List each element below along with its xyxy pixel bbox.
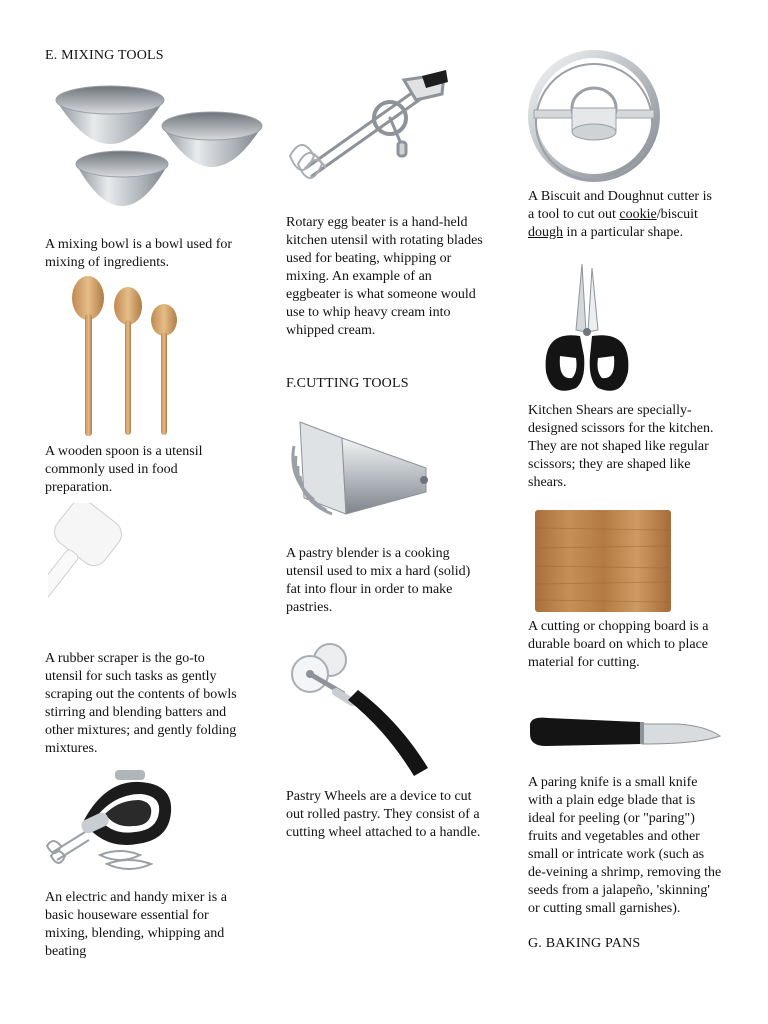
section-heading-baking: G. BAKING PANS [528,936,641,951]
caption-mixing-bowl: A mixing bowl is a bowl used for mixing of ingredients. [45,237,233,270]
mixer-body [79,770,171,845]
caption-cutting-board: A cutting or chopping board is a durable board on which to place material for cutting. [528,619,709,670]
dough-link[interactable]: dough [528,225,563,240]
paring-knife-image [528,712,723,752]
biscuit-text-3: in a particular shape. [563,225,684,240]
spoon-large [72,276,104,436]
cutting-board-image [533,508,673,614]
caption-electric-mixer: An electric and handy mixer is a basic houseware essential for mixing, blending, whipping and beating [45,890,227,959]
pastry-wheel-image [286,640,436,788]
caption-kitchen-shears: Kitchen Shears are specially-designed scissors for the kitchen. They are not shaped like regular scissors; they are shaped like shears. [528,403,714,490]
caption-egg-beater: Rotary egg beater is a hand-held kitchen utensil with rotating blades used for beating, whipping or mixing. An example of an eggbeater is what someone would use to whip heavy cream into whipped cream. [286,215,483,338]
bowl-front [76,151,168,206]
bowl-back [56,86,164,144]
egg-beater-image [286,60,456,195]
caption-rubber-scraper: A rubber scraper is the go-to utensil for such tasks as gently scraping out the contents of bowls stirring and blending batters and other mixtures; and gently folding mixtures. [45,651,237,756]
biscuit-cutter-image [528,48,660,188]
wooden-spoons-image [68,276,183,441]
spoon-medium [114,287,142,435]
caption-biscuit-cutter [528,188,718,242]
section-heading-mixing: E. MIXING TOOLS [45,48,164,63]
spoon-small [151,304,177,435]
mixing-bowls-image [52,78,267,223]
section-heading-cutting: F.CUTTING TOOLS [286,376,409,391]
caption-pastry-wheel: Pastry Wheels are a device to cut out rolled pastry. They consist of a cutting wheel attached to a handle. [286,789,481,840]
caption-pastry-blender: A pastry blender is a cooking utensil used to mix a hard (solid) fat into flour in order to make pastries. [286,546,471,615]
caption-wooden-spoon: A wooden spoon is a utensil commonly used in food preparation. [45,444,203,495]
pastry-blender-image [286,398,436,528]
kitchen-shears-image [540,260,635,400]
caption-paring-knife: A paring knife is a small knife with a plain edge blade that is ideal for peeling (or "paring") fruits and vegetables and other small or intricate work (such as de-veining a shrimp, removing the seeds from a jalapeño, 'skinning' or cutting small garnishes). [528,775,722,916]
biscuit-text-2: /biscuit [656,207,698,222]
electric-mixer-image [45,760,180,878]
cookie-link[interactable]: cookie [619,207,657,222]
rubber-scraper-image [48,503,193,645]
bowl-right [162,112,262,167]
biscuit-text-1: A Biscuit and Doughnut cutter is a tool to cut out [528,189,712,222]
